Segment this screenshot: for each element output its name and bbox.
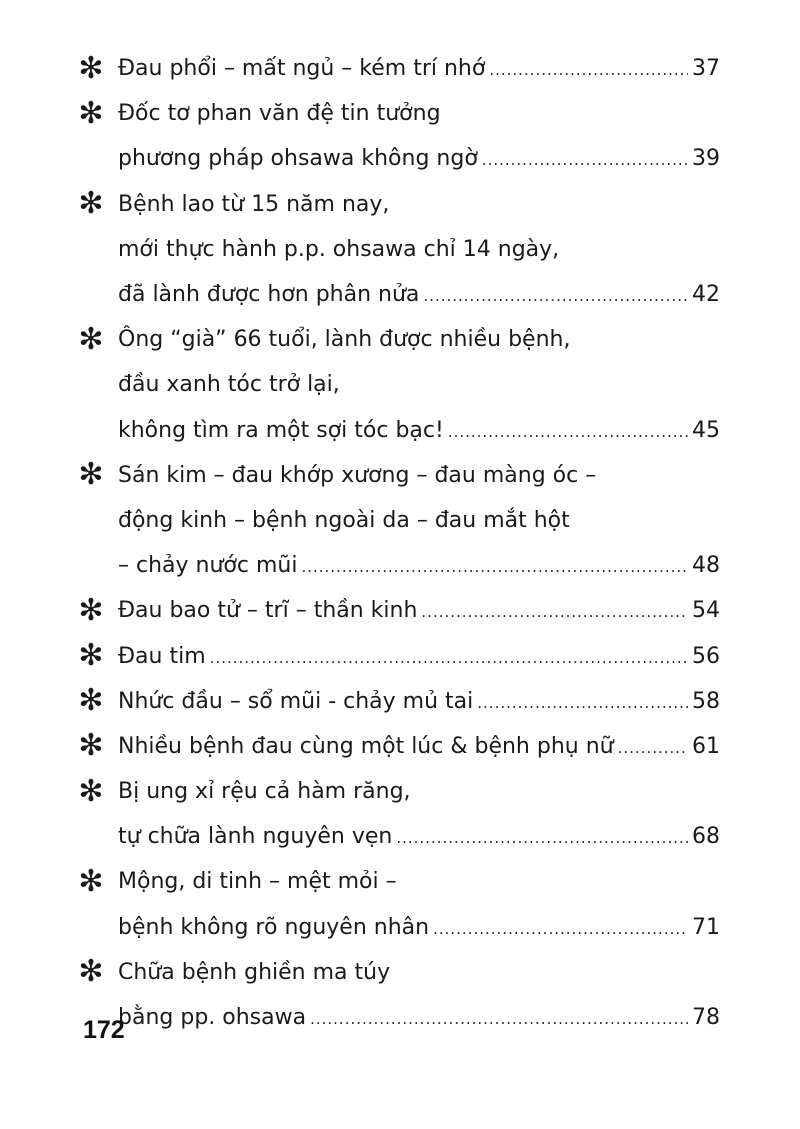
entry-title: Bệnh lao từ 15 năm nay, [118, 191, 390, 217]
page-ref: 42 [692, 282, 720, 308]
page-ref: 45 [692, 417, 720, 443]
leader-line [118, 56, 720, 81]
page-ref: 56 [692, 643, 720, 669]
entry-title: Nhiều bệnh đau cùng một lúc & bệnh phụ nữ [118, 733, 614, 759]
leader-dots [423, 287, 688, 305]
toc-line [78, 679, 720, 724]
leader-dots [618, 739, 688, 757]
leader-line [118, 598, 720, 623]
asterisk-bullet-icon: ✻ [78, 683, 104, 719]
leader-line [118, 282, 720, 307]
leader-line [118, 553, 720, 578]
toc-entry [78, 588, 720, 633]
leader-dots [433, 920, 688, 938]
entry-title: Nhức đầu – sổ mũi - chảy mủ tai [118, 688, 474, 714]
leader-line [118, 689, 720, 714]
toc-line [78, 995, 720, 1040]
asterisk-bullet-icon: ✻ [78, 592, 104, 628]
entry-title: Sán kim – đau khớp xương – đau màng óc – [118, 462, 597, 488]
toc-line [78, 91, 720, 136]
entry-title: Ông “già” 66 tuổi, lành được nhiều bệnh, [118, 327, 571, 353]
entry-title: Đau bao tử – trĩ – thần kinh [118, 598, 418, 624]
table-of-contents [78, 46, 720, 1040]
toc-entry [78, 859, 720, 949]
toc-line [78, 950, 720, 995]
page-number: 172 [83, 1016, 125, 1044]
page-ref: 37 [692, 56, 720, 82]
page-ref: 58 [692, 688, 720, 714]
leader-dots [448, 423, 688, 441]
toc-line [78, 859, 720, 904]
leader-line [118, 915, 720, 940]
toc-line [78, 46, 720, 91]
page-ref: 61 [692, 733, 720, 759]
toc-line [78, 227, 720, 272]
toc-entry [78, 91, 720, 181]
leader-line [118, 824, 720, 849]
toc-entry [78, 950, 720, 1040]
toc-line [78, 543, 720, 588]
leader-line [118, 1005, 720, 1030]
asterisk-bullet-icon: ✻ [78, 50, 104, 86]
leader-line [118, 734, 720, 759]
leader-dots [310, 1010, 688, 1028]
toc-line [78, 408, 720, 453]
asterisk-bullet-icon: ✻ [78, 321, 104, 357]
toc-entry [78, 453, 720, 589]
toc-entry [78, 679, 720, 724]
leader-dots [482, 151, 688, 169]
entry-title: phương pháp ohsawa không ngờ [118, 146, 478, 172]
entry-title: Mộng, di tinh – mệt mỏi – [118, 869, 397, 895]
entry-title: bằng pp. ohsawa [118, 1005, 307, 1031]
entry-title: mới thực hành p.p. ohsawa chỉ 14 ngày, [118, 236, 560, 262]
page-ref: 39 [692, 146, 720, 172]
asterisk-bullet-icon: ✻ [78, 638, 104, 674]
toc-line [78, 317, 720, 362]
page-ref: 48 [692, 553, 720, 579]
entry-title: Đốc tơ phan văn đệ tin tưởng [118, 101, 441, 127]
toc-line [78, 905, 720, 950]
asterisk-bullet-icon: ✻ [78, 95, 104, 131]
toc-line [78, 633, 720, 678]
page-ref: 78 [692, 1005, 720, 1031]
toc-line [78, 724, 720, 769]
leader-dots [301, 558, 688, 576]
toc-line [78, 453, 720, 498]
entry-title: bệnh không rõ nguyên nhân [118, 914, 430, 940]
leader-dots [210, 649, 688, 667]
entry-title: Đau phổi – mất ngủ – kém trí nhớ [118, 56, 486, 82]
toc-entry [78, 769, 720, 859]
asterisk-bullet-icon: ✻ [78, 863, 104, 899]
entry-title: tự chữa lành nguyên vẹn [118, 824, 393, 850]
page-ref: 71 [692, 914, 720, 940]
leader-dots [396, 829, 688, 847]
toc-line [78, 136, 720, 181]
entry-title: động kinh – bệnh ngoài da – đau mắt hột [118, 507, 570, 533]
asterisk-bullet-icon: ✻ [78, 773, 104, 809]
asterisk-bullet-icon: ✻ [78, 457, 104, 493]
entry-title: Bị ung xỉ rệu cả hàm răng, [118, 779, 411, 805]
toc-line [78, 498, 720, 543]
toc-entry [78, 724, 720, 769]
asterisk-bullet-icon: ✻ [78, 954, 104, 990]
leader-line [118, 146, 720, 171]
leader-dots [489, 61, 688, 79]
asterisk-bullet-icon: ✻ [78, 728, 104, 764]
toc-line [78, 362, 720, 407]
toc-line [78, 814, 720, 859]
entry-title: Chữa bệnh ghiền ma túy [118, 959, 391, 985]
page-ref: 68 [692, 824, 720, 850]
entry-title: đầu xanh tóc trở lại, [118, 372, 340, 398]
toc-entry [78, 317, 720, 453]
toc-line [78, 272, 720, 317]
page-ref: 54 [692, 598, 720, 624]
entry-title: đã lành được hơn phân nửa [118, 282, 420, 308]
leader-dots [421, 603, 688, 621]
leader-line [118, 644, 720, 669]
leader-dots [477, 694, 688, 712]
entry-title: Đau tim [118, 643, 206, 669]
toc-entry [78, 633, 720, 678]
entry-title: không tìm ra một sợi tóc bạc! [118, 417, 444, 443]
toc-entry [78, 182, 720, 318]
toc-line [78, 182, 720, 227]
entry-title: – chảy nước mũi [118, 553, 298, 579]
toc-line [78, 769, 720, 814]
leader-line [118, 418, 720, 443]
toc-line [78, 588, 720, 633]
asterisk-bullet-icon: ✻ [78, 186, 104, 222]
toc-entry [78, 46, 720, 91]
